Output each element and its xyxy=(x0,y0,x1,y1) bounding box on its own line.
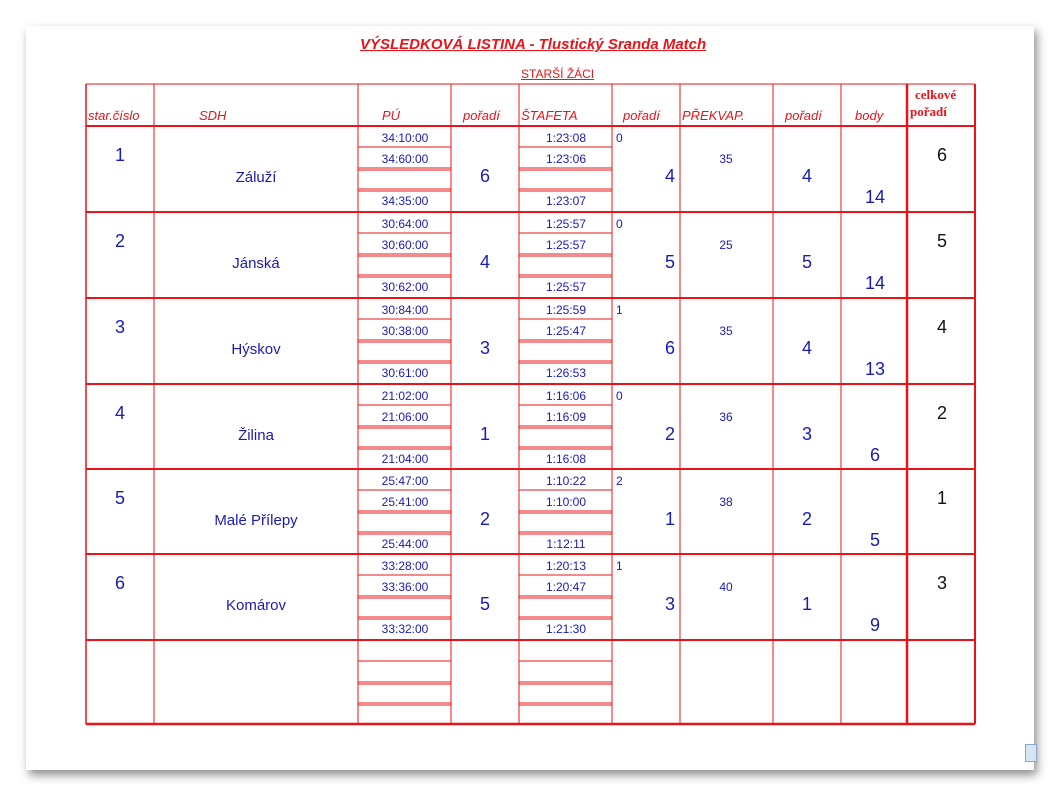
team-name: Hýskov xyxy=(231,341,281,358)
pu-time: 34:10:00 xyxy=(381,131,429,145)
pu-time: 33:28:00 xyxy=(381,559,429,573)
pu-rank: 5 xyxy=(479,594,490,614)
relay-time: 1:21:30 xyxy=(545,622,587,636)
relay-penalty: 0 xyxy=(616,389,623,403)
pu-time: 25:47:00 xyxy=(381,474,429,488)
pu-time: 21:04:00 xyxy=(381,452,429,466)
points-value: 13 xyxy=(864,359,886,379)
pu-time: 30:61:00 xyxy=(381,366,429,380)
header-overall-line2: pořadí xyxy=(910,104,947,119)
relay-penalty: 0 xyxy=(616,217,623,231)
relay-penalty: 0 xyxy=(616,131,623,145)
pu-rank: 3 xyxy=(479,338,490,358)
points-value: 6 xyxy=(869,445,880,465)
relay-penalty: 2 xyxy=(616,474,623,488)
relay-time: 1:20:13 xyxy=(545,559,587,573)
start-number: 3 xyxy=(114,317,125,337)
relay-rank: 3 xyxy=(664,594,675,614)
header-points: body xyxy=(855,108,884,123)
header-obstacle: PŘEKVAP. xyxy=(682,108,745,123)
pu-rank: 2 xyxy=(479,509,490,529)
header-start-number: star.číslo xyxy=(88,108,140,123)
pu-time: 30:60:00 xyxy=(381,238,429,252)
pu-time: 25:41:00 xyxy=(381,495,429,509)
relay-rank: 1 xyxy=(664,509,675,529)
points-value: 14 xyxy=(864,187,886,207)
overall-rank: 3 xyxy=(936,573,947,593)
relay-penalty: 1 xyxy=(616,559,623,573)
team-name: Žilina xyxy=(238,427,274,444)
obstacle-value: 25 xyxy=(719,238,733,252)
header-pu-rank: pořadí xyxy=(463,108,500,123)
pu-rank: 1 xyxy=(479,424,490,444)
obstacle-rank: 2 xyxy=(801,509,812,529)
obstacle-rank: 4 xyxy=(801,166,812,186)
obstacle-rank: 1 xyxy=(801,594,812,614)
pu-time: 33:32:00 xyxy=(381,622,429,636)
relay-time: 1:25:57 xyxy=(545,238,587,252)
header-overall-line1: celkové xyxy=(915,87,957,102)
relay-time: 1:20:47 xyxy=(545,580,587,594)
relay-time: 1:10:22 xyxy=(545,474,587,488)
obstacle-value: 40 xyxy=(719,580,733,594)
relay-time: 1:12:11 xyxy=(546,537,586,551)
pu-time: 34:35:00 xyxy=(381,194,429,208)
relay-time: 1:25:57 xyxy=(545,217,587,231)
obstacle-value: 36 xyxy=(719,410,733,424)
overall-rank: 2 xyxy=(936,403,947,423)
start-number: 5 xyxy=(114,488,125,508)
start-number: 1 xyxy=(114,145,125,165)
team-name: Malé Přílepy xyxy=(214,512,298,529)
overall-rank: 6 xyxy=(936,145,947,165)
start-number: 4 xyxy=(114,403,125,423)
pu-time: 21:06:00 xyxy=(381,410,429,424)
pu-time: 30:64:00 xyxy=(381,217,429,231)
obstacle-value: 35 xyxy=(719,152,733,166)
start-number: 2 xyxy=(114,231,125,251)
header-pu: PÚ xyxy=(382,108,401,123)
relay-rank: 5 xyxy=(664,252,675,272)
category-title: STARŠÍ ŽÁCI xyxy=(521,67,595,81)
document-icon xyxy=(1025,744,1037,762)
pu-rank: 6 xyxy=(479,166,490,186)
relay-rank: 2 xyxy=(664,424,675,444)
pu-time: 21:02:00 xyxy=(381,389,429,403)
relay-time: 1:16:09 xyxy=(545,410,587,424)
relay-time: 1:26:53 xyxy=(545,366,587,380)
header-relay: ŠTAFETA xyxy=(521,108,578,123)
relay-time: 1:16:08 xyxy=(545,452,587,466)
pu-time: 34:60:00 xyxy=(381,152,429,166)
header-team: SDH xyxy=(199,108,227,123)
points-value: 5 xyxy=(869,530,880,550)
relay-time: 1:25:47 xyxy=(545,324,587,338)
obstacle-value: 35 xyxy=(719,324,733,338)
points-value: 9 xyxy=(869,615,880,635)
relay-time: 1:16:06 xyxy=(545,389,587,403)
overall-rank: 1 xyxy=(936,488,947,508)
pu-rank: 4 xyxy=(479,252,490,272)
obstacle-rank: 4 xyxy=(801,338,812,358)
pu-time: 25:44:00 xyxy=(381,537,429,551)
obstacle-rank: 3 xyxy=(801,424,812,444)
relay-time: 1:10:00 xyxy=(545,495,587,509)
relay-penalty: 1 xyxy=(616,303,623,317)
relay-time: 1:23:07 xyxy=(545,194,587,208)
pu-time: 30:84:00 xyxy=(381,303,429,317)
start-number: 6 xyxy=(114,573,125,593)
header-relay-rank: pořadí xyxy=(623,108,660,123)
pu-time: 33:36:00 xyxy=(381,580,429,594)
pu-time: 30:38:00 xyxy=(381,324,429,338)
header-obstacle-rank: pořadí xyxy=(785,108,822,123)
obstacle-value: 38 xyxy=(719,495,733,509)
relay-rank: 4 xyxy=(664,166,675,186)
obstacle-rank: 5 xyxy=(801,252,812,272)
relay-time: 1:23:08 xyxy=(545,131,587,145)
relay-rank: 6 xyxy=(664,338,675,358)
relay-time: 1:25:57 xyxy=(545,280,587,294)
relay-time: 1:23:06 xyxy=(545,152,587,166)
team-name: Komárov xyxy=(225,597,287,614)
relay-time: 1:25:59 xyxy=(545,303,587,317)
team-name: Záluží xyxy=(235,169,277,186)
overall-rank: 5 xyxy=(936,231,947,251)
team-name: Jánská xyxy=(232,255,280,272)
pu-time: 30:62:00 xyxy=(381,280,429,294)
sheet-title: VÝSLEDKOVÁ LISTINA - Tlustický Sranda Match xyxy=(360,36,707,53)
overall-rank: 4 xyxy=(936,317,947,337)
points-value: 14 xyxy=(864,273,886,293)
